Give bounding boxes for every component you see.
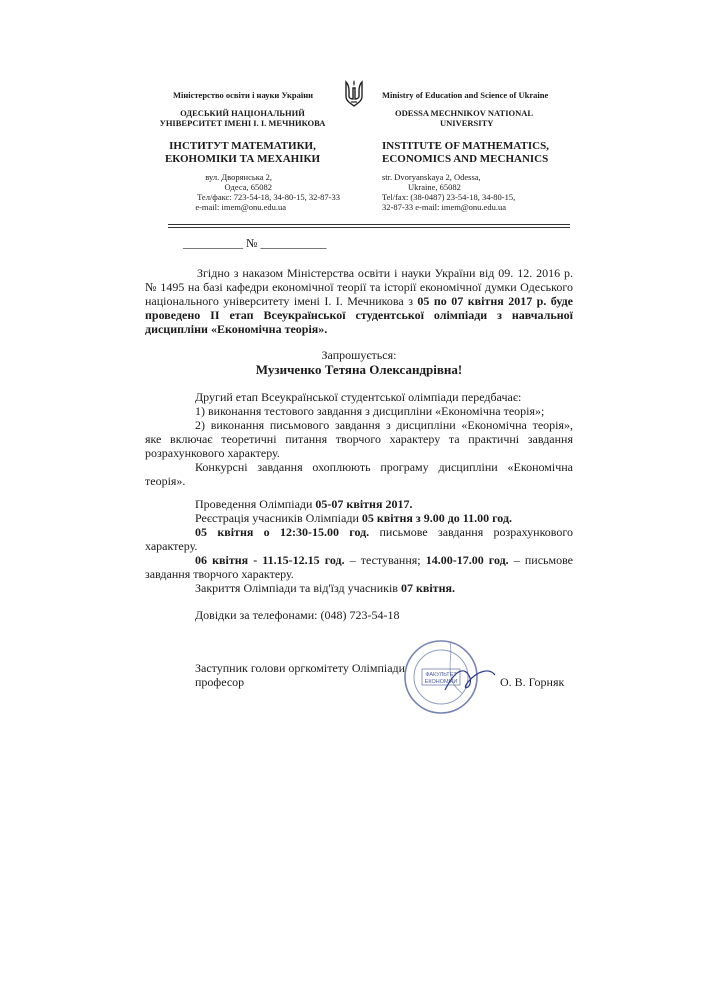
signatory-name: О. В. Горняк xyxy=(500,675,565,689)
university-ua-1: ОДЕСЬКИЙ НАЦІОНАЛЬНИЙ xyxy=(180,108,305,118)
day5-desc: письмове завдання розрахункового характеру. xyxy=(145,525,573,553)
signatory-role-1: Заступник голови оргкомітету Олімпіади xyxy=(195,661,406,675)
registration-label: Реєстрація учасників Олімпіади xyxy=(195,511,362,525)
phone-en-2: 32-87-33 e-mail: imem@onu.edu.ua xyxy=(382,202,506,212)
list-item-written: 2) виконання письмового завдання з дисципліни «Економічна теорія», яке включає теоретичні питання творчого характеру та практичні завдання розрахункового характеру. xyxy=(145,418,573,460)
ministry-ua: Міністерство освіти і науки України xyxy=(172,90,314,100)
ministry-en: Ministry of Education and Science of Ukraine xyxy=(382,90,549,100)
svg-text:ЕКОНОМІКИ: ЕКОНОМІКИ xyxy=(424,679,458,685)
address-ua-1: вул. Дворянська 2, xyxy=(205,172,272,182)
closing xyxy=(195,581,575,595)
institute-ua-2: ЕКОНОМІКИ ТА МЕХАНІКИ xyxy=(164,153,321,165)
held-value: 05-07 квітня 2017. xyxy=(315,497,413,511)
address-en-1: str. Dvoryanskaya 2, Odessa, xyxy=(382,172,481,182)
institute-en-2: ECONOMICS AND MECHANICS xyxy=(382,153,549,165)
email-ua: e-mail: imem@onu.edu.ua xyxy=(195,202,286,212)
institute-ua-1: ІНСТИТУТ МАТЕМАТИКИ, xyxy=(169,140,316,152)
registration-value: 05 квітня з 9.00 до 11.00 год. xyxy=(361,511,513,525)
contest-paragraph: Конкурсні завдання охоплюють програму дисципліни «Економічна теорія». xyxy=(145,460,573,488)
day6-schedule xyxy=(145,553,573,581)
closing-value: 07 квітня. xyxy=(400,581,455,595)
reference-number-line: __________ № ___________ xyxy=(183,236,327,250)
held-dates xyxy=(195,497,575,511)
phone-info: Довідки за телефонами: (048) 723-54-18 xyxy=(195,608,400,622)
trident-emblem xyxy=(343,78,365,108)
university-en-1: ODESSA MECHNIKOV NATIONAL xyxy=(395,108,534,118)
university-en-2: UNIVERSITY xyxy=(440,118,494,128)
address-ua-2: Одеса, 65082 xyxy=(224,182,272,192)
registration-time xyxy=(195,511,575,525)
day5-schedule xyxy=(145,525,573,553)
held-label: Проведення Олімпіади xyxy=(195,497,316,511)
day6-desc-2: – письмове завдання творчого характеру. xyxy=(145,553,574,581)
handwritten-signature xyxy=(440,660,500,700)
university-ua-2: УНІВЕРСИТЕТ ІМЕНІ І. І. МЕЧНИКОВА xyxy=(159,118,326,128)
day6-time-1: 06 квітня - 11.15-12.15 год. xyxy=(195,553,345,567)
signatory-role-2: професор xyxy=(195,675,245,689)
intro-paragraph xyxy=(145,266,573,336)
day6-time-2: 14.00-17.00 год. xyxy=(425,553,509,567)
phone-en-1: Tel/fax: (38-0487) 23-54-18, 34-80-15, xyxy=(382,192,516,202)
list-item-test: 1) виконання тестового завдання з дисципліни «Економічна теорія»; xyxy=(195,404,545,418)
day6-desc-1: – тестування; xyxy=(344,553,426,567)
address-en-2: Ukraine, 65082 xyxy=(408,182,461,192)
institute-en-1: INSTITUTE OF MATHEMATICS, xyxy=(382,140,549,152)
header-rule-bottom xyxy=(168,227,570,228)
day5-time: 05 квітня о 12:30-15.00 год. xyxy=(195,525,370,539)
invite-label: Запрошується: xyxy=(321,348,397,362)
intro-bold-text: 05 по 07 квітня 2017 р. буде проведено ІІ етап Всеукраїнської студентської олімпіади з навчальної дисципліни «Економічна теорія». xyxy=(145,294,573,336)
closing-label: Закриття Олімпіади та від'їзд учасників xyxy=(195,581,401,595)
invitee-name: Музиченко Тетяна Олександрівна! xyxy=(255,362,463,377)
stage-intro: Другий етап Всеукраїнської студентської олімпіади передбачає: xyxy=(195,390,522,404)
header-rule-top xyxy=(168,224,570,225)
svg-text:ФАКУЛЬТЕТ: ФАКУЛЬТЕТ xyxy=(425,672,457,678)
phone-ua: Тел/факс: 723-54-18, 34-80-15, 32-87-33 xyxy=(197,192,340,202)
intro-text: Згідно з наказом Міністерства освіти і науки України від 09. 12. 2016 р. № 1495 на базі кафедри економічної теорії та історії економічної думки Одеського національного університету імені І. І. Мечникова з xyxy=(145,266,573,308)
